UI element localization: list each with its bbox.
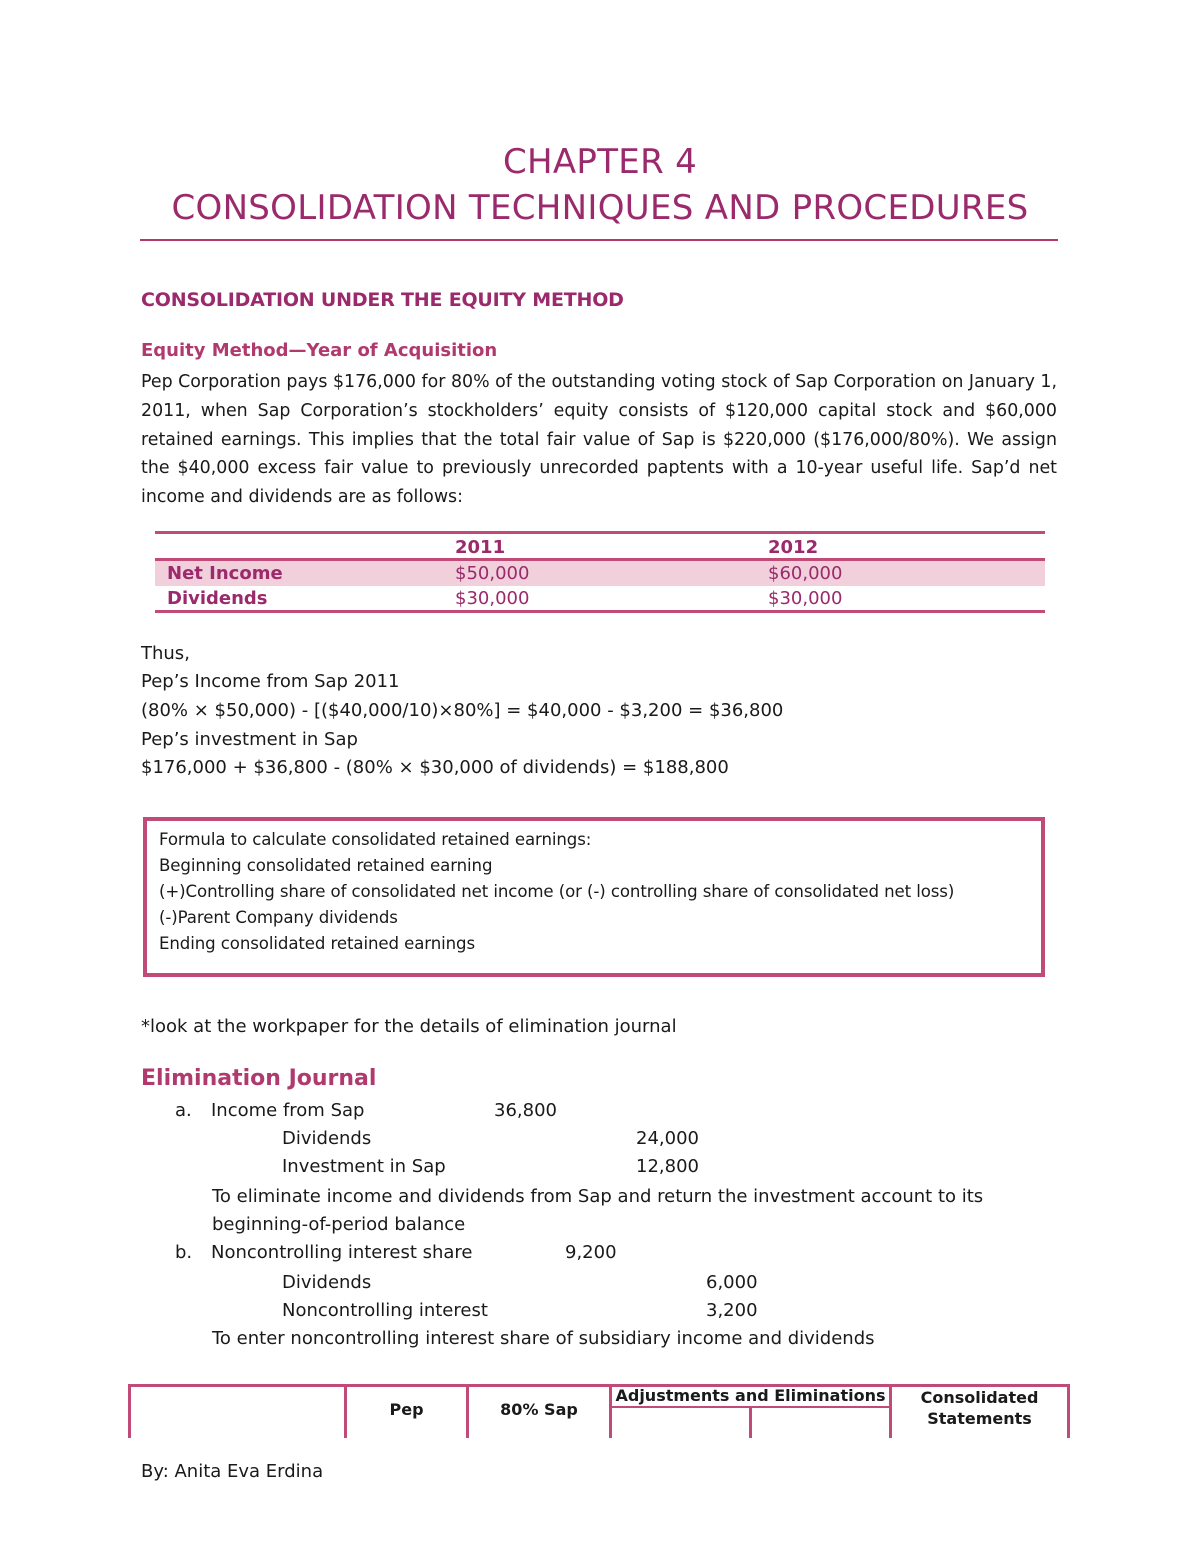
chapter-subtitle: CONSOLIDATION TECHNIQUES AND PROCEDURES bbox=[171, 188, 1029, 228]
workpaper-note: *look at the workpaper for the details of elimination journal bbox=[141, 1016, 677, 1037]
calc-income-formula: (80% × $50,000) - [($40,000/10)×80%] = $40,000 - $3,200 = $36,800 bbox=[141, 700, 784, 721]
table-top-rule bbox=[155, 531, 1045, 534]
entry-a-debit-account: Income from Sap bbox=[211, 1100, 365, 1121]
formula-line: (-)Parent Company dividends bbox=[159, 908, 398, 927]
title-divider bbox=[140, 239, 1058, 241]
calc-investment-formula: $176,000 + $36,800 - (80% × $30,000 of dividends) = $188,800 bbox=[141, 757, 729, 778]
entry-a-explanation: To eliminate income and dividends from Sap and return the investment account to its bbox=[212, 1186, 984, 1207]
workpaper-col-rule bbox=[749, 1406, 752, 1438]
workpaper-col-rule bbox=[128, 1384, 131, 1438]
chapter-title: CHAPTER 4 bbox=[502, 142, 698, 182]
section-heading: CONSOLIDATION UNDER THE EQUITY METHOD bbox=[141, 289, 624, 311]
header-2011: 2011 bbox=[455, 537, 506, 558]
calc-income-label: Pep’s Income from Sap 2011 bbox=[141, 671, 400, 692]
header-2012: 2012 bbox=[768, 537, 819, 558]
workpaper-header bbox=[128, 1384, 1070, 1440]
elimination-heading: Elimination Journal bbox=[141, 1066, 377, 1091]
workpaper-col-pep: Pep bbox=[389, 1400, 424, 1419]
formula-line: Ending consolidated retained earnings bbox=[159, 934, 476, 953]
table-header-row bbox=[155, 535, 1045, 560]
workpaper-adj-rule bbox=[612, 1406, 890, 1408]
entry-a-credit2-amount: 12,800 bbox=[636, 1156, 699, 1177]
dividends-2011: $30,000 bbox=[455, 588, 530, 609]
net-income-2012: $60,000 bbox=[768, 563, 843, 584]
entry-a-credit1-account: Dividends bbox=[282, 1128, 372, 1149]
formula-box bbox=[143, 817, 1045, 977]
intro-paragraph: Pep Corporation pays $176,000 for 80% of the outstanding voting stock of Sap Corporation on January 1, 2011, when Sap Corporation’s stockholders’ equity consists of $120,000 capital stock and $60,000 retained earnings. This implies that the total fair value of Sap is $220,000 ($176,000/80%). We assign the $40,000 excess fair value to previously unrecorded paptents with a 10-year useful life. Sap’d net income and dividends are as follows: bbox=[141, 372, 1057, 508]
entry-b-credit2-account: Noncontrolling interest bbox=[282, 1300, 488, 1321]
dividends-2012: $30,000 bbox=[768, 588, 843, 609]
workpaper-col-sap: 80% Sap bbox=[500, 1400, 578, 1419]
entry-a-debit-amount: 36,800 bbox=[494, 1100, 557, 1121]
entry-b-debit-amount: 9,200 bbox=[565, 1242, 617, 1263]
entry-b-credit1-amount: 6,000 bbox=[706, 1272, 758, 1293]
entry-a-credit2-account: Investment in Sap bbox=[282, 1156, 446, 1177]
entry-b-credit1-account: Dividends bbox=[282, 1272, 372, 1293]
table-row bbox=[155, 586, 1045, 611]
row-label-dividends: Dividends bbox=[167, 588, 268, 609]
workpaper-col-statements: Statements bbox=[927, 1409, 1032, 1428]
entry-b-credit2-amount: 3,200 bbox=[706, 1300, 758, 1321]
table-row bbox=[155, 561, 1045, 586]
entry-b-letter: b. bbox=[175, 1242, 193, 1263]
subsection-heading: Equity Method—Year of Acquisition bbox=[141, 340, 498, 361]
net-income-2011: $50,000 bbox=[455, 563, 530, 584]
entry-a-credit1-amount: 24,000 bbox=[636, 1128, 699, 1149]
author-footer: By: Anita Eva Erdina bbox=[141, 1461, 324, 1482]
entry-b-explanation: To enter noncontrolling interest share of subsidiary income and dividends bbox=[212, 1328, 875, 1349]
calc-thus: Thus, bbox=[141, 643, 190, 664]
entry-a-explanation-cont: beginning-of-period balance bbox=[212, 1214, 466, 1235]
formula-line: Formula to calculate consolidated retained earnings: bbox=[159, 830, 592, 849]
workpaper-col-consolidated: Consolidated bbox=[920, 1388, 1039, 1407]
table-bottom-rule bbox=[155, 610, 1045, 613]
entry-b-debit-account: Noncontrolling interest share bbox=[211, 1242, 473, 1263]
formula-line: Beginning consolidated retained earning bbox=[159, 856, 493, 875]
workpaper-top-rule bbox=[128, 1384, 1070, 1387]
workpaper-col-adjustments: Adjustments and Eliminations bbox=[615, 1386, 886, 1405]
row-label-net-income: Net Income bbox=[167, 563, 283, 584]
formula-line: (+)Controlling share of consolidated net income (or (-) controlling share of consolidated net loss) bbox=[159, 882, 955, 901]
workpaper-col-rule bbox=[1067, 1384, 1070, 1438]
calc-investment-label: Pep’s investment in Sap bbox=[141, 729, 358, 750]
entry-a-letter: a. bbox=[175, 1100, 192, 1121]
